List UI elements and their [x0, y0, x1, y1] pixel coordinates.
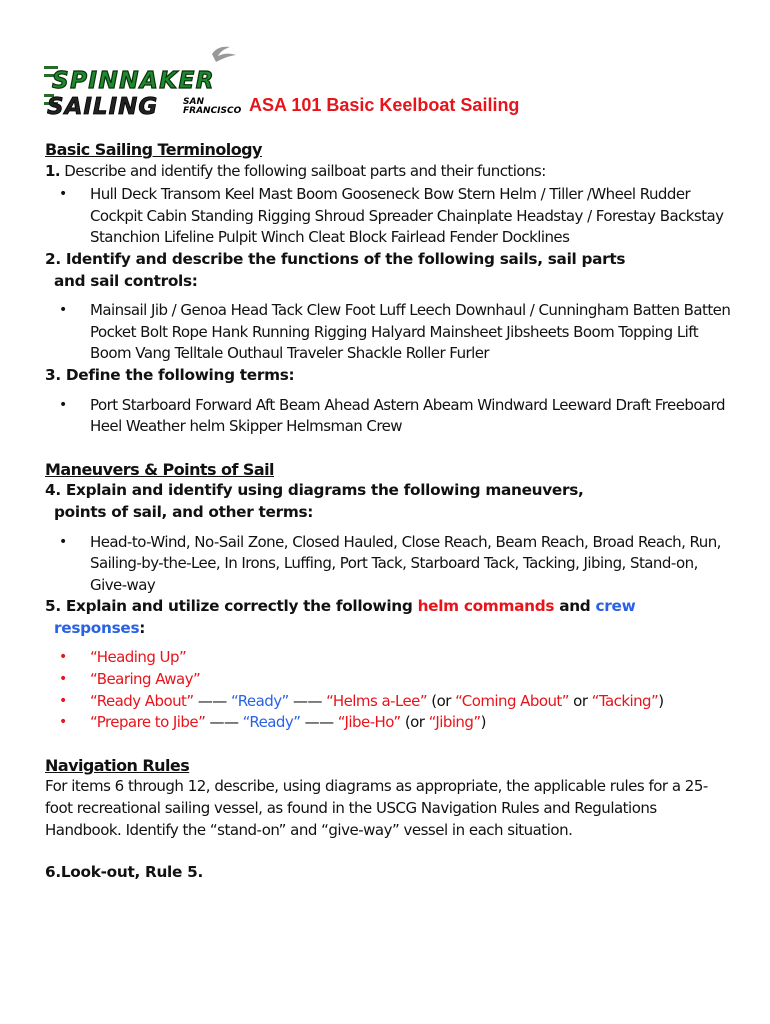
list-item — [45, 647, 735, 669]
bullet: • — [59, 714, 67, 731]
list-item — [45, 300, 735, 365]
bullet: • — [59, 671, 67, 688]
bullet: • — [59, 533, 67, 550]
text-or: (or — [400, 713, 429, 732]
dash: —— — [300, 713, 338, 732]
command-jibing: “Jibing” — [428, 713, 481, 732]
command-heading-up: “Heading Up” — [90, 648, 187, 667]
list-item — [45, 712, 735, 734]
helm-commands-label: helm commands — [417, 597, 555, 616]
question-5-prefix: 5. Explain and utilize correctly the following — [45, 597, 418, 616]
logo-line2: SAILING — [47, 94, 159, 118]
logo-city-bottom: FRANCISCO — [183, 106, 242, 116]
command-bearing-away: “Bearing Away” — [90, 670, 201, 689]
list-item-text: Head-to-Wind, No-Sail Zone, Closed Hauled, Close Reach, Beam Reach, Broad Reach, Run, Sailing-by-the-Lee, In Irons, Luffing, Port Tack, Starboard Tack, Tacking, Jibing, Stand-on, Give-way — [90, 532, 721, 594]
text-or: (or — [427, 691, 456, 710]
bullet: • — [59, 692, 67, 709]
question-5-and: and — [554, 597, 596, 616]
section-heading-maneuvers: Maneuvers & Points of Sail — [45, 459, 274, 479]
document-body — [45, 139, 735, 884]
question-2-line2: and sail controls: — [54, 271, 198, 290]
question-5 — [45, 596, 735, 639]
commands-list — [45, 647, 735, 733]
question-3: 3. Define the following terms: — [45, 365, 295, 384]
list-item-text: Port Starboard Forward Aft Beam Ahead Astern Abeam Windward Leeward Draft Freeboard Heel Weather helm Skipper Helmsman Crew — [90, 395, 725, 436]
question-5-colon: : — [139, 618, 146, 637]
question-1-list — [45, 184, 735, 249]
bullet: • — [59, 396, 67, 413]
command-jibe-ho: “Jibe-Ho” — [337, 713, 401, 732]
question-1-number: 1. — [45, 161, 61, 180]
dash: —— — [205, 713, 243, 732]
question-4-line2: points of sail, and other terms: — [54, 502, 314, 521]
question-3-list — [45, 395, 735, 438]
text-paren: ) — [658, 691, 664, 710]
list-item — [45, 691, 735, 713]
question-1-text: Describe and identify the following sailboat parts and their functions: — [60, 161, 546, 180]
bullet: • — [59, 302, 67, 319]
crew-label: crew — [595, 597, 636, 616]
list-item-text: Hull Deck Transom Keel Mast Boom Gooseneck Bow Stern Helm / Tiller /Wheel Rudder Cockpit Cabin Standing Rigging Shroud Spreader Chainplate Headstay / Forestay Backstay Stanchion Lifeline Pulpit Winch Cleat Block Fairlead Fender Docklines — [90, 185, 724, 247]
text-or: or — [568, 691, 592, 710]
bullet: • — [59, 649, 67, 666]
responses-label: responses — [54, 618, 140, 637]
logo-city-top: SAN — [183, 97, 204, 107]
command-prepare-to-jibe: “Prepare to Jibe” — [90, 713, 206, 732]
dash: —— — [288, 691, 327, 710]
question-2-list — [45, 300, 735, 365]
logo-line1: SPINNAKER — [52, 68, 216, 94]
question-2 — [45, 249, 735, 292]
question-4-line1: 4. Explain and identify using diagrams the following maneuvers, — [45, 481, 584, 500]
section-heading-navigation: Navigation Rules — [45, 755, 190, 775]
header — [44, 44, 744, 124]
question-1 — [45, 161, 735, 183]
question-4 — [45, 480, 735, 523]
bullet: • — [59, 186, 67, 203]
command-ready-about: “Ready About” — [90, 691, 194, 710]
document-title: ASA 101 Basic Keelboat Sailing — [249, 95, 520, 115]
list-item — [45, 395, 735, 438]
list-item — [45, 669, 735, 691]
list-item — [45, 532, 735, 597]
list-item — [45, 184, 735, 249]
question-6: 6.Look-out, Rule 5. — [45, 863, 203, 882]
response-ready: “Ready” — [230, 691, 289, 710]
response-ready: “Ready” — [242, 713, 301, 732]
command-helms-a-lee: “Helms a-Lee” — [326, 691, 428, 710]
command-tacking: “Tacking” — [591, 691, 659, 710]
navigation-paragraph: For items 6 through 12, describe, using diagrams as appropriate, the applicable rules for a 25-foot recreational sailing vessel, as found in the USCG Navigation Rules and Regulations Handbook. Identify the “stand-on” and “give-way” vessel in each situation. — [45, 777, 708, 839]
spinnaker-sailing-logo — [44, 44, 244, 118]
question-4-list — [45, 532, 735, 597]
dash: —— — [193, 691, 231, 710]
text-paren: ) — [480, 713, 486, 732]
question-2-line1: 2. Identify and describe the functions of the following sails, sail parts — [45, 249, 626, 268]
command-coming-about: “Coming About” — [455, 691, 569, 710]
section-heading-terminology: Basic Sailing Terminology — [45, 140, 262, 159]
list-item-text: Mainsail Jib / Genoa Head Tack Clew Foot Luff Leech Downhaul / Cunningham Batten Batten Pocket Bolt Rope Hank Running Rigging Halyard Mainsheet Jibsheets Boom Topping Lift Boom Vang Telltale Outhaul Traveler Shackle Roller Furler — [90, 301, 731, 363]
